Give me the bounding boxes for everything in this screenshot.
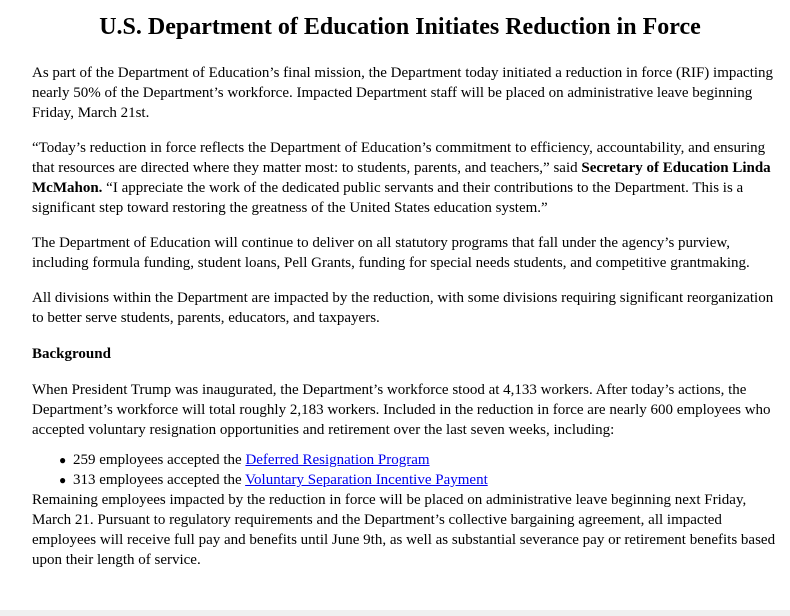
intro-paragraph: As part of the Department of Education’s final mission, the Department today initiated a reduction in force (RIF) impacting nearly 50% of the Department’s workforce. Impacted Department staff will be placed on administrative leave beginning Friday, March 21st. <box>32 65 774 121</box>
quote-text-end: “I appreciate the work of the dedicated public servants and their contributions to the Department. This is a significant step toward restoring the greatness of the United States education system.” <box>32 180 744 216</box>
bullet-icon: ● <box>59 473 67 487</box>
bottom-divider <box>0 610 790 616</box>
quote-text-start: “Today’s reduction in force reflects the Department of Education’s commitment to efficiency, accountability, and ensuring that resources are directed where they matter most: to students, parents, and teachers,” said <box>32 140 766 176</box>
remaining-employees-paragraph: Remaining employees impacted by the reduction in force will be placed on administrative leave beginning next Friday, March 21. Pursuant to regulatory requirements and the Department’s collective bargaining agreement, all impacted employees will receive full pay and benefits until June 9th, as well as substantial severance pay or retirement benefits based upon their length of service. <box>32 492 776 568</box>
programs-paragraph: The Department of Education will continue to deliver on all statutory programs that fall under the agency’s purview, including formula funding, student loans, Pell Grants, funding for special needs students, and competitive grantmaking. <box>32 235 750 271</box>
list-item-text: 313 employees accepted the <box>73 472 246 488</box>
workforce-paragraph: When President Trump was inaugurated, the Department’s workforce stood at 4,133 workers. After today’s actions, the Department’s workforce will total roughly 2,183 workers. Included in the reduction in force are nearly 600 employees who accepted voluntary resignation opportunities and retirement over the last seven weeks, including: <box>32 382 771 438</box>
background-heading: Background <box>32 346 111 362</box>
list-item <box>59 470 778 490</box>
bullet-icon: ● <box>59 453 67 467</box>
resignation-list <box>32 450 778 490</box>
speaker-name: Secretary of Education Linda McMahon. <box>32 160 771 196</box>
quote-paragraph <box>32 138 778 218</box>
voluntary-separation-link[interactable]: Voluntary Separation Incentive Payment <box>245 472 488 488</box>
deferred-resignation-link[interactable]: Deferred Resignation Program <box>245 452 430 468</box>
page-title: U.S. Department of Education Initiates Reduction in Force <box>99 14 701 40</box>
divisions-paragraph: All divisions within the Department are impacted by the reduction, with some divisions requiring significant reorganization to better serve students, parents, educators, and taxpayers. <box>32 290 774 326</box>
list-item <box>59 450 778 470</box>
list-item-text: 259 employees accepted the <box>73 452 246 468</box>
